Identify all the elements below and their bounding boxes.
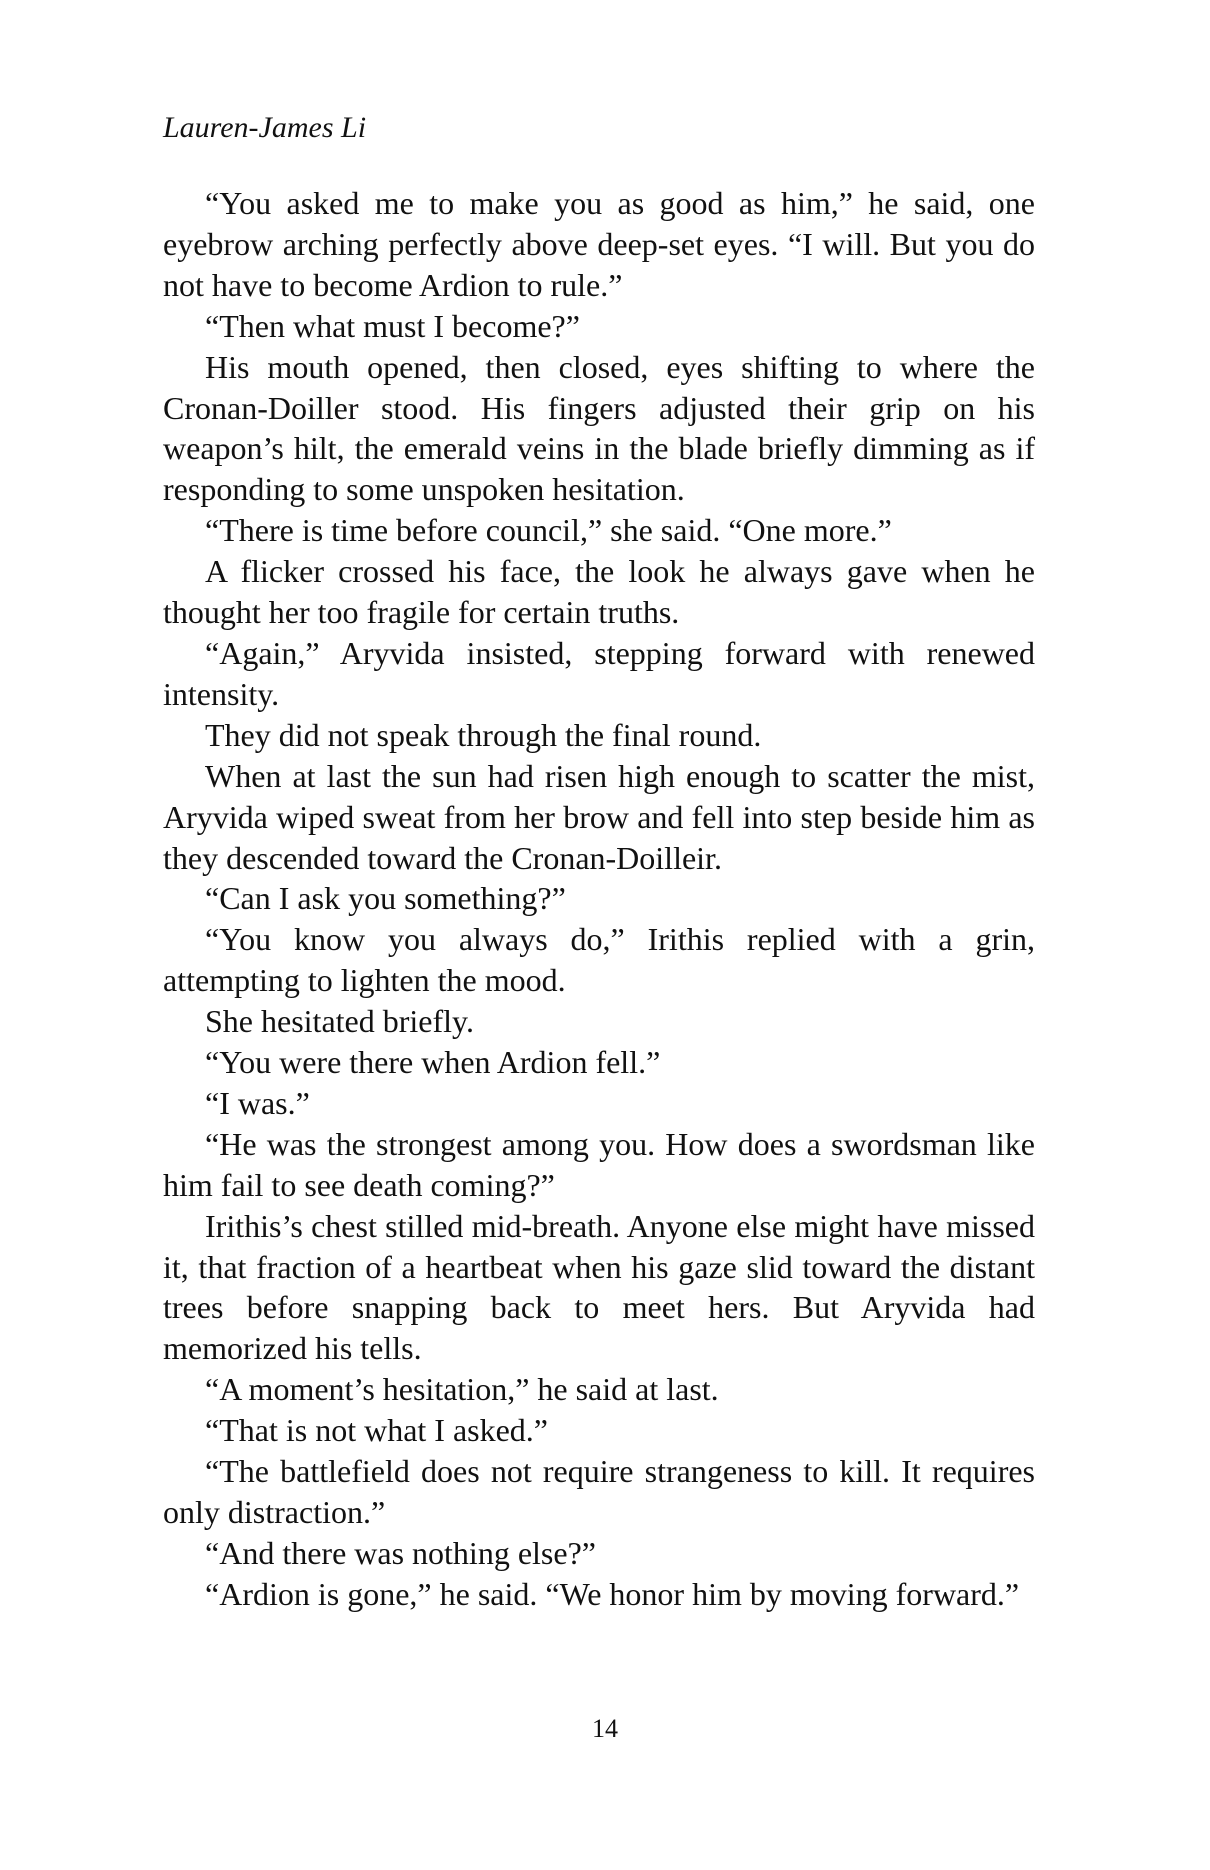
paragraph: They did not speak through the final round. xyxy=(205,716,762,753)
paragraph: “Then what must I become?” xyxy=(205,307,580,344)
paragraph: “That is not what I asked.” xyxy=(205,1412,548,1449)
paragraph: “The battlefield does not require strangeness to kill. It requires only distraction.” xyxy=(163,1453,1035,1530)
paragraph: A flicker crossed his face, the look he always gave when he thought her too fragile for certain truths. xyxy=(163,553,1035,631)
page-number: 14 xyxy=(592,1714,618,1743)
paragraph: When at last the sun had risen high enough to scatter the mist, Aryvida wiped sweat from her brow and fell into step beside him as they descended toward the Cronan-Doilleir. xyxy=(163,757,1035,876)
paragraph: She hesitated briefly. xyxy=(205,1003,474,1040)
paragraph: “You asked me to make you as good as him,” he said, one eyebrow arching perfectly above deep-set eyes. “I will. But you do not have to become Ardion to rule.” xyxy=(163,185,1035,303)
paragraph: “A moment’s hesitation,” he said at last. xyxy=(205,1371,719,1408)
paragraph: “And there was nothing else?” xyxy=(205,1534,596,1571)
paragraph: “Can I ask you something?” xyxy=(205,880,566,917)
body-text xyxy=(163,183,1035,1615)
paragraph: “He was the strongest among you. How does a swordsman like him fail to see death coming?” xyxy=(163,1125,1035,1203)
paragraph: “Again,” Aryvida insisted, stepping forward with renewed intensity. xyxy=(163,634,1035,712)
paragraph: “You were there when Ardion fell.” xyxy=(205,1044,661,1081)
paragraph: “You know you always do,” Irithis replied with a grin, attempting to lighten the mood. xyxy=(163,921,1035,999)
paragraph: “I was.” xyxy=(205,1084,310,1121)
paragraph: Irithis’s chest stilled mid-breath. Anyone else might have missed it, that fraction of a heartbeat when his gaze slid toward the distant trees before snapping back to meet hers. But Aryvida had memorized his tells. xyxy=(163,1207,1035,1367)
paragraph: His mouth opened, then closed, eyes shifting to where the Cronan-Doiller stood. His fingers adjusted their grip on his weapon’s hilt, the emerald veins in the blade briefly dimming as if responding to some unspoken hesitation. xyxy=(163,348,1035,508)
running-head-author: Lauren-James Li xyxy=(163,111,367,144)
paragraph: “Ardion is gone,” he said. “We honor him by moving forward.” xyxy=(205,1575,1020,1612)
paragraph: “There is time before council,” she said. “One more.” xyxy=(205,512,892,549)
